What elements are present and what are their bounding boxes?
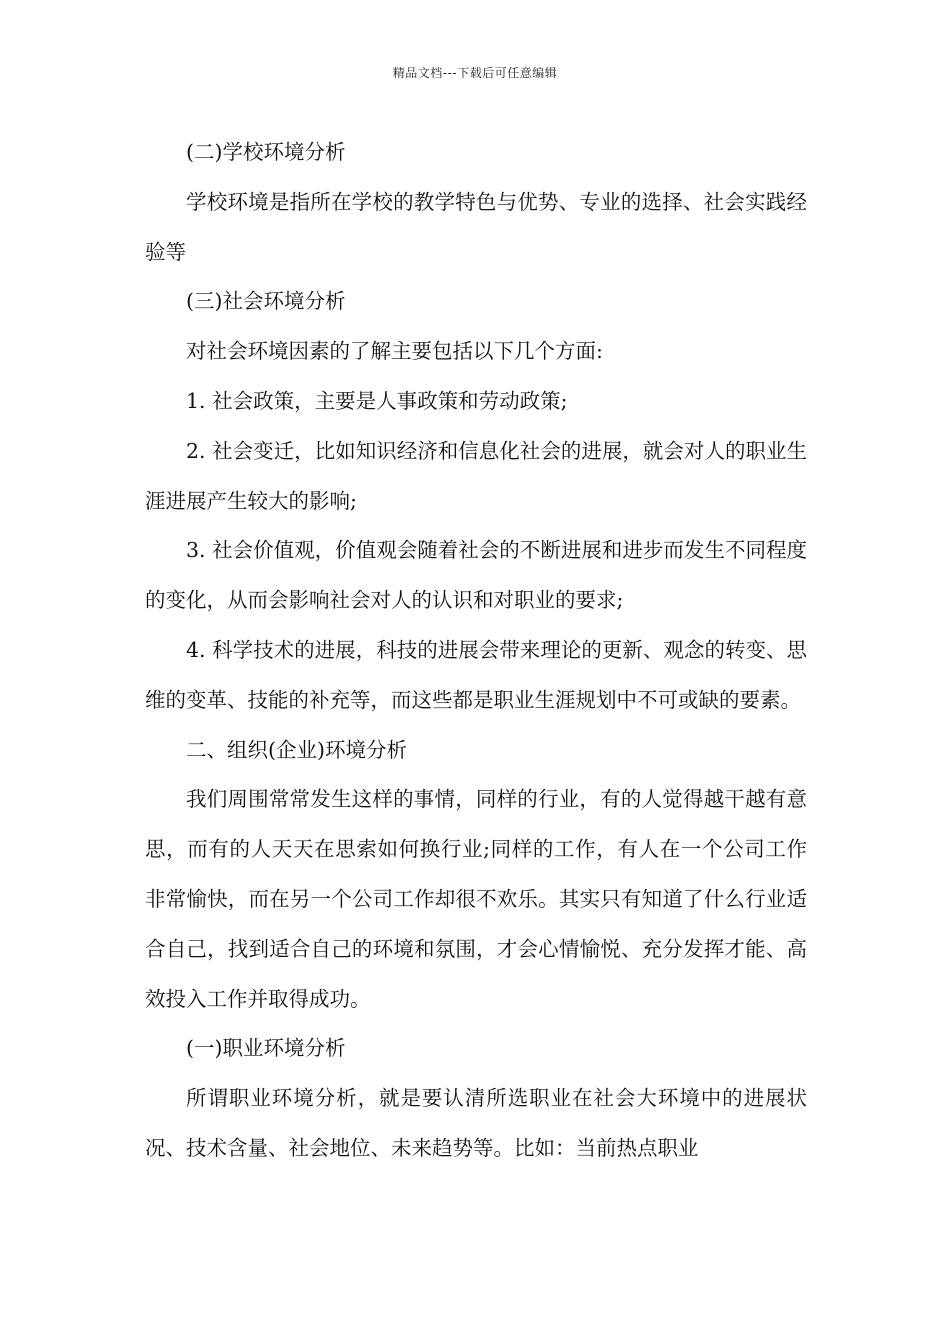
paragraph: 对社会环境因素的了解主要包括以下几个方面: <box>186 339 603 364</box>
document-body <box>145 128 807 1174</box>
list-item: 3. 社会价值观，价值观会随着社会的不断进展和进步而发生不同程度的变化，从而会影响社会对人的认识和对职业的要求; <box>145 538 807 613</box>
list-item: 2. 社会变迁，比如知识经济和信息化社会的进展，就会对人的职业生涯进展产生较大的影响; <box>145 438 807 513</box>
section-heading-organization-environment: 二、组织(企业)环境分析 <box>186 737 407 762</box>
paragraph: 学校环境是指所在学校的教学特色与优势、专业的选择、社会实践经验等 <box>145 189 807 264</box>
section-heading-social-environment: (三)社会环境分析 <box>186 289 346 314</box>
paragraph: 所谓职业环境分析，就是要认清所选职业在社会大环境中的进展状况、技术含量、社会地位、未来趋势等。比如：当前热点职业 <box>145 1086 807 1160</box>
section-heading-school-environment: (二)学校环境分析 <box>186 140 346 164</box>
page-header: 精品文档---下载后可任意编辑 <box>392 66 558 80</box>
section-heading-career-environment: (一)职业环境分析 <box>186 1036 346 1061</box>
paragraph: 我们周围常常发生这样的事情，同样的行业，有的人觉得越干越有意思，而有的人天天在思索如何换行业;同样的工作，有人在一个公司工作非常愉快，而在另一个公司工作却很不欢乐。其实只有知道了什么行业适合自己，找到适合自己的环境和氛围，才会心情愉悦、充分发挥才能、高效投入工作并取得成功。 <box>145 787 807 1011</box>
list-item: 1. 社会政策，主要是人事政策和劳动政策; <box>186 388 568 413</box>
list-item: 4. 科学技术的进展，科技的进展会带来理论的更新、观念的转变、思维的变革、技能的补充等，而这些都是职业生涯规划中不可或缺的要素。 <box>145 637 807 712</box>
